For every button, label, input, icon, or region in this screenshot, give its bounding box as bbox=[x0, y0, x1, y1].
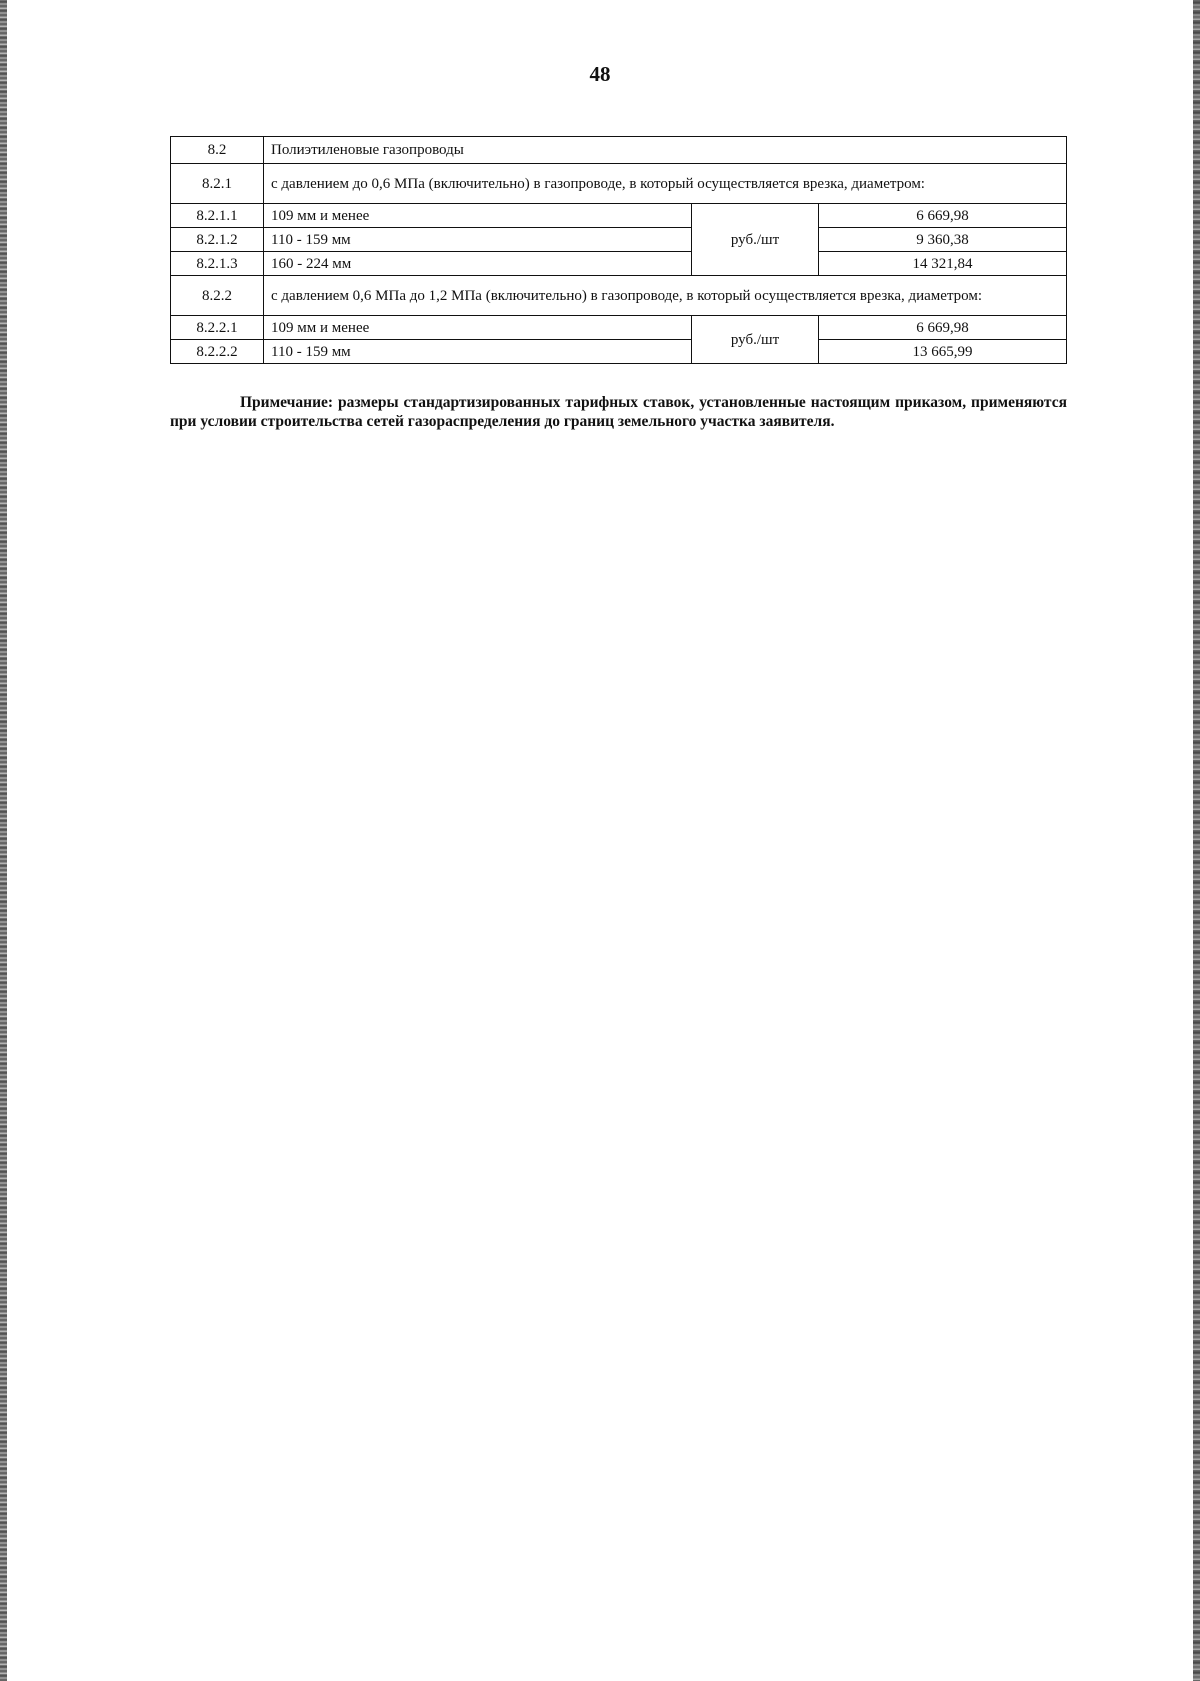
table-row bbox=[171, 204, 1067, 228]
tariff-table bbox=[170, 136, 1067, 364]
row-description: с давлением до 0,6 МПа (включительно) в газопроводе, в который осуществляется врезка, диаметром: bbox=[264, 164, 1067, 204]
row-code: 8.2.2.2 bbox=[171, 340, 264, 364]
row-code: 8.2.1.3 bbox=[171, 252, 264, 276]
row-description: 109 мм и менее bbox=[264, 204, 692, 228]
row-unit: руб./шт bbox=[692, 316, 819, 364]
row-code: 8.2.1 bbox=[171, 164, 264, 204]
row-code: 8.2 bbox=[171, 137, 264, 164]
table-row bbox=[171, 228, 1067, 252]
page-number: 48 bbox=[589, 62, 611, 86]
table-row bbox=[171, 164, 1067, 204]
table-row bbox=[171, 252, 1067, 276]
row-value: 13 665,99 bbox=[819, 340, 1067, 364]
table-note: Примечание: размеры стандартизированных тарифных ставок, установленные настоящим приказом, применяются при условии строительства сетей газораспределения до границ земельного участка заявителя. bbox=[170, 394, 1067, 430]
row-code: 8.2.2.1 bbox=[171, 316, 264, 340]
row-code: 8.2.1.1 bbox=[171, 204, 264, 228]
scan-edge-left bbox=[0, 0, 7, 1681]
row-description: 110 - 159 мм bbox=[264, 340, 692, 364]
row-value: 9 360,38 bbox=[819, 228, 1067, 252]
row-value: 6 669,98 bbox=[819, 204, 1067, 228]
row-unit: руб./шт bbox=[692, 204, 819, 276]
table-row bbox=[171, 276, 1067, 316]
table-row bbox=[171, 316, 1067, 340]
row-value: 6 669,98 bbox=[819, 316, 1067, 340]
row-code: 8.2.2 bbox=[171, 276, 264, 316]
row-description: с давлением 0,6 МПа до 1,2 МПа (включительно) в газопроводе, в который осуществляется врезка, диаметром: bbox=[264, 276, 1067, 316]
table-row bbox=[171, 137, 1067, 164]
row-description: 160 - 224 мм bbox=[264, 252, 692, 276]
scan-edge-right bbox=[1193, 0, 1200, 1681]
row-description: 110 - 159 мм bbox=[264, 228, 692, 252]
row-description: 109 мм и менее bbox=[264, 316, 692, 340]
row-code: 8.2.1.2 bbox=[171, 228, 264, 252]
row-description: Полиэтиленовые газопроводы bbox=[264, 137, 1067, 164]
row-value: 14 321,84 bbox=[819, 252, 1067, 276]
table-row bbox=[171, 340, 1067, 364]
